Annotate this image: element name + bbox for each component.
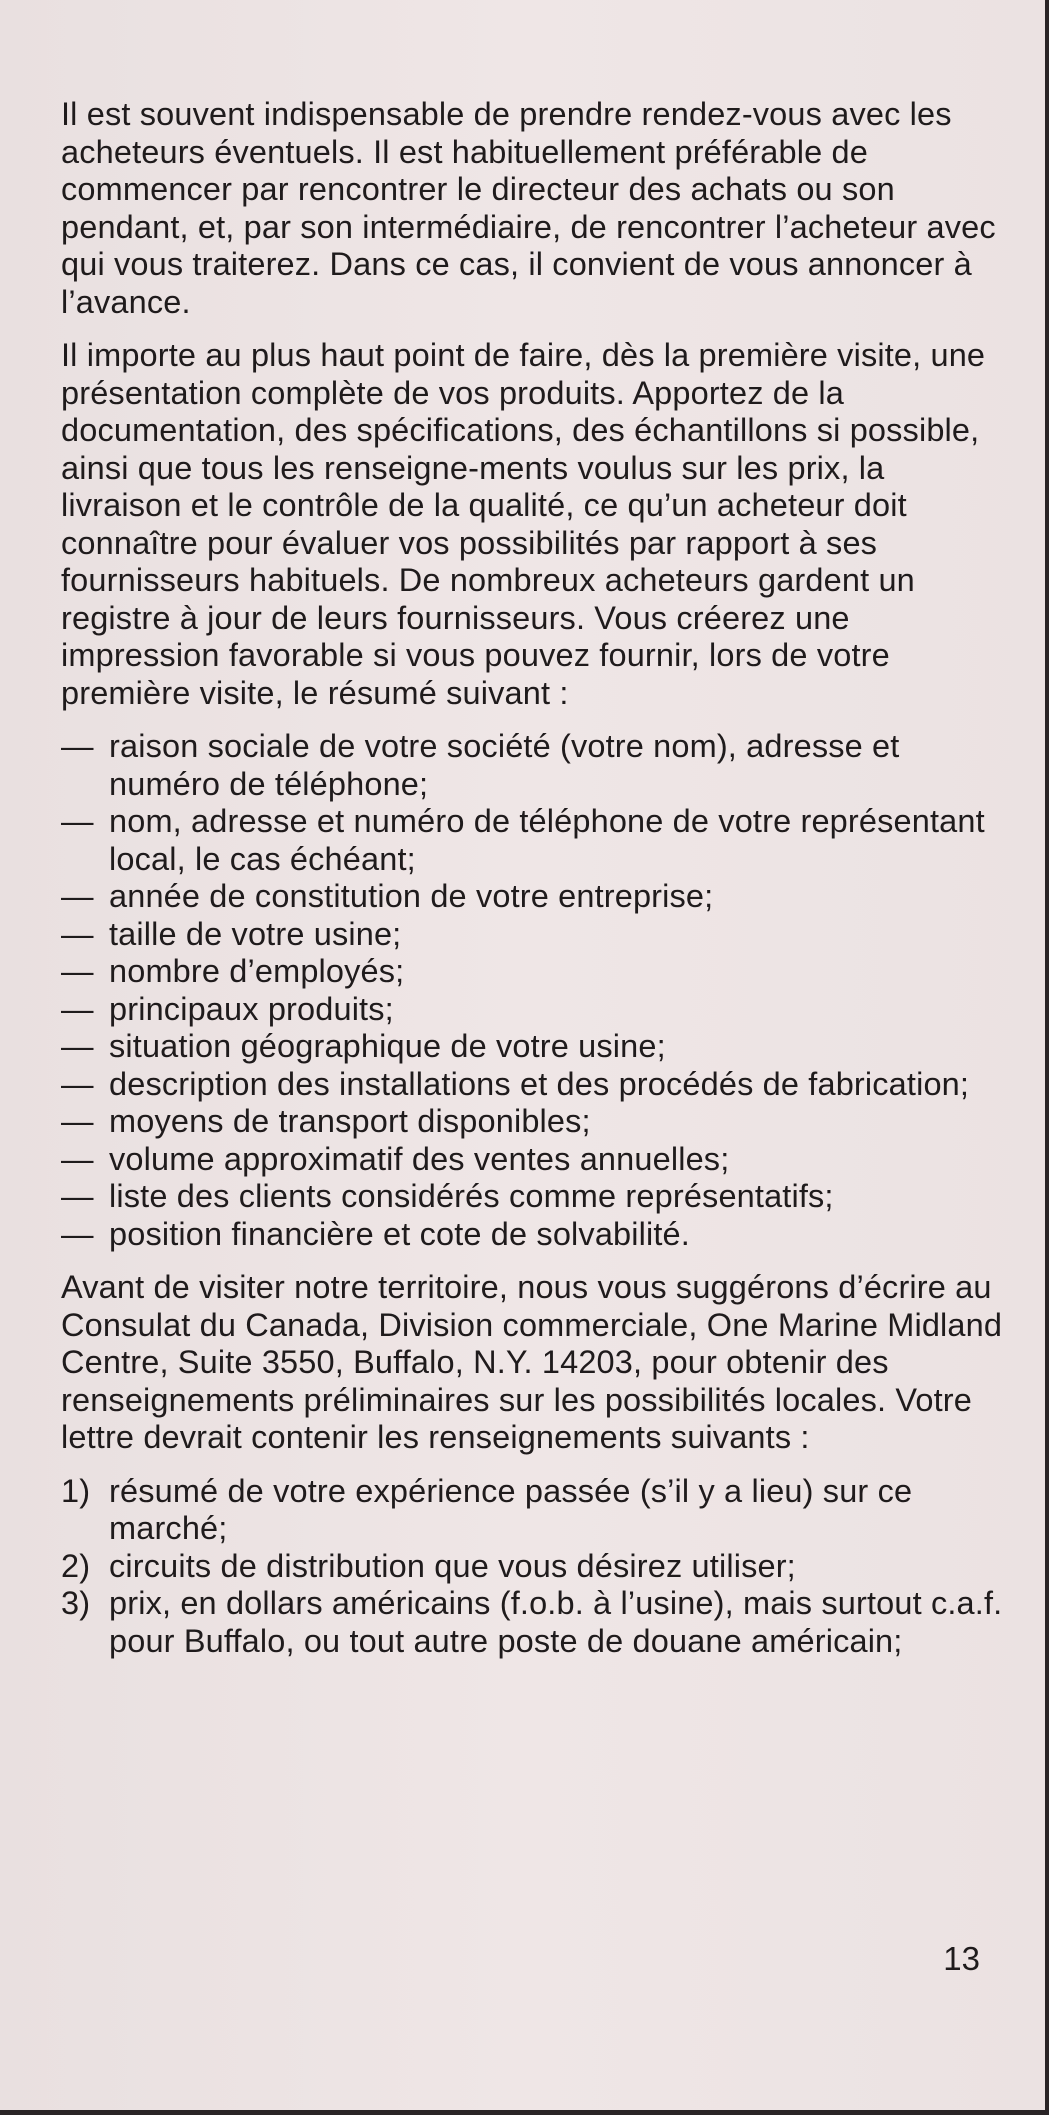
page-right-edge — [1045, 0, 1049, 2115]
list-item — [61, 1103, 1011, 1141]
list-item — [61, 991, 1011, 1029]
list-item — [61, 803, 1011, 878]
dash-marker: — — [61, 878, 94, 914]
list-item-text: situation géographique de votre usine; — [109, 1028, 666, 1064]
numbered-item — [61, 1473, 1011, 1548]
list-item-text: raison sociale de votre société (votre nom), adresse et numéro de téléphone; — [109, 728, 900, 802]
list-item-text: moyens de transport disponibles; — [109, 1103, 591, 1139]
list-item-text: année de constitution de votre entreprise; — [109, 878, 714, 914]
list-item — [61, 878, 1011, 916]
dash-marker: — — [61, 1065, 94, 1102]
dash-marker: — — [61, 915, 94, 952]
page-bottom-edge — [0, 2110, 1049, 2115]
list-item-text: position financière et cote de solvabilité. — [109, 1215, 690, 1252]
dash-marker: — — [61, 953, 94, 989]
number-marker: 3) — [61, 1585, 91, 1621]
list-item-text: volume approximatif des ventes annuelles; — [109, 1140, 730, 1177]
page-body — [61, 96, 1011, 1676]
list-item-text: taille de votre usine; — [109, 915, 402, 952]
page-number: 13 — [943, 1940, 980, 1977]
summary-list — [61, 728, 1011, 1253]
number-marker: 1) — [61, 1472, 91, 1509]
dash-marker: — — [61, 1028, 94, 1064]
dash-marker: — — [61, 728, 94, 764]
numbered-item-text: circuits de distribution que vous désirez utiliser; — [109, 1547, 796, 1584]
dash-marker: — — [61, 1103, 94, 1139]
list-item — [61, 916, 1011, 954]
numbered-item-text: prix, en dollars américains (f.o.b. à l’usine), mais surtout c.a.f. pour Buffalo, ou tout autre poste de douane américain; — [109, 1585, 1003, 1659]
paragraph-consulate: Avant de visiter notre territoire, nous vous suggérons d’écrire au Consulat du Canada, Division commerciale, One Marine Midland Centre, Suite 3550, Buffalo, N.Y. 14203, pour obtenir des renseignements préliminaires sur les possibilités locales. Votre lettre devrait contenir les renseignements suivants : — [61, 1269, 1003, 1455]
numbered-item — [61, 1585, 1011, 1660]
numbered-item-text: résumé de votre expérience passée (s’il y a lieu) sur ce marché; — [109, 1472, 913, 1546]
list-item-text: principaux produits; — [109, 990, 394, 1027]
list-item — [61, 1141, 1011, 1179]
letter-contents-list — [61, 1473, 1011, 1661]
list-item — [61, 1178, 1011, 1216]
dash-marker: — — [61, 1215, 94, 1252]
list-item — [61, 1216, 1011, 1254]
number-marker: 2) — [61, 1547, 91, 1584]
list-item-text: nombre d’employés; — [109, 953, 405, 989]
list-item — [61, 1066, 1011, 1104]
list-item — [61, 953, 1011, 991]
numbered-item — [61, 1548, 1011, 1586]
list-item — [61, 1028, 1011, 1066]
list-item — [61, 728, 1011, 803]
dash-marker: — — [61, 803, 94, 839]
paragraph-presentation: Il importe au plus haut point de faire, dès la première visite, une présentation complète de vos produits. Apportez de la documentation, des spécifications, des échantillons si possible, ainsi que tous les renseigne-ments voulus sur les prix, la livraison et le contrôle de la qualité, ce qu’un acheteur doit connaître pour évaluer vos possibilités par rapport à ses fournisseurs habituels. De nombreux acheteurs gardent un registre à jour de leurs fournisseurs. Vous créerez une impression favorable si vous pouvez fournir, lors de votre première visite, le résumé suivant : — [61, 337, 986, 711]
dash-marker: — — [61, 1140, 94, 1177]
list-item-text: liste des clients considérés comme représentatifs; — [109, 1178, 834, 1214]
list-item-text: nom, adresse et numéro de téléphone de votre représentant local, le cas échéant; — [109, 803, 985, 877]
dash-marker: — — [61, 990, 94, 1027]
dash-marker: — — [61, 1178, 94, 1214]
list-item-text: description des installations et des procédés de fabrication; — [109, 1065, 970, 1102]
paragraph-appointments: Il est souvent indispensable de prendre rendez-vous avec les acheteurs éventuels. Il est habituellement préférable de commencer par rencontrer le directeur des achats ou son pendant, et, par son intermédiaire, de rencontrer l’acheteur avec qui vous traiterez. Dans ce cas, il convient de vous annoncer à l’avance. — [61, 96, 996, 320]
